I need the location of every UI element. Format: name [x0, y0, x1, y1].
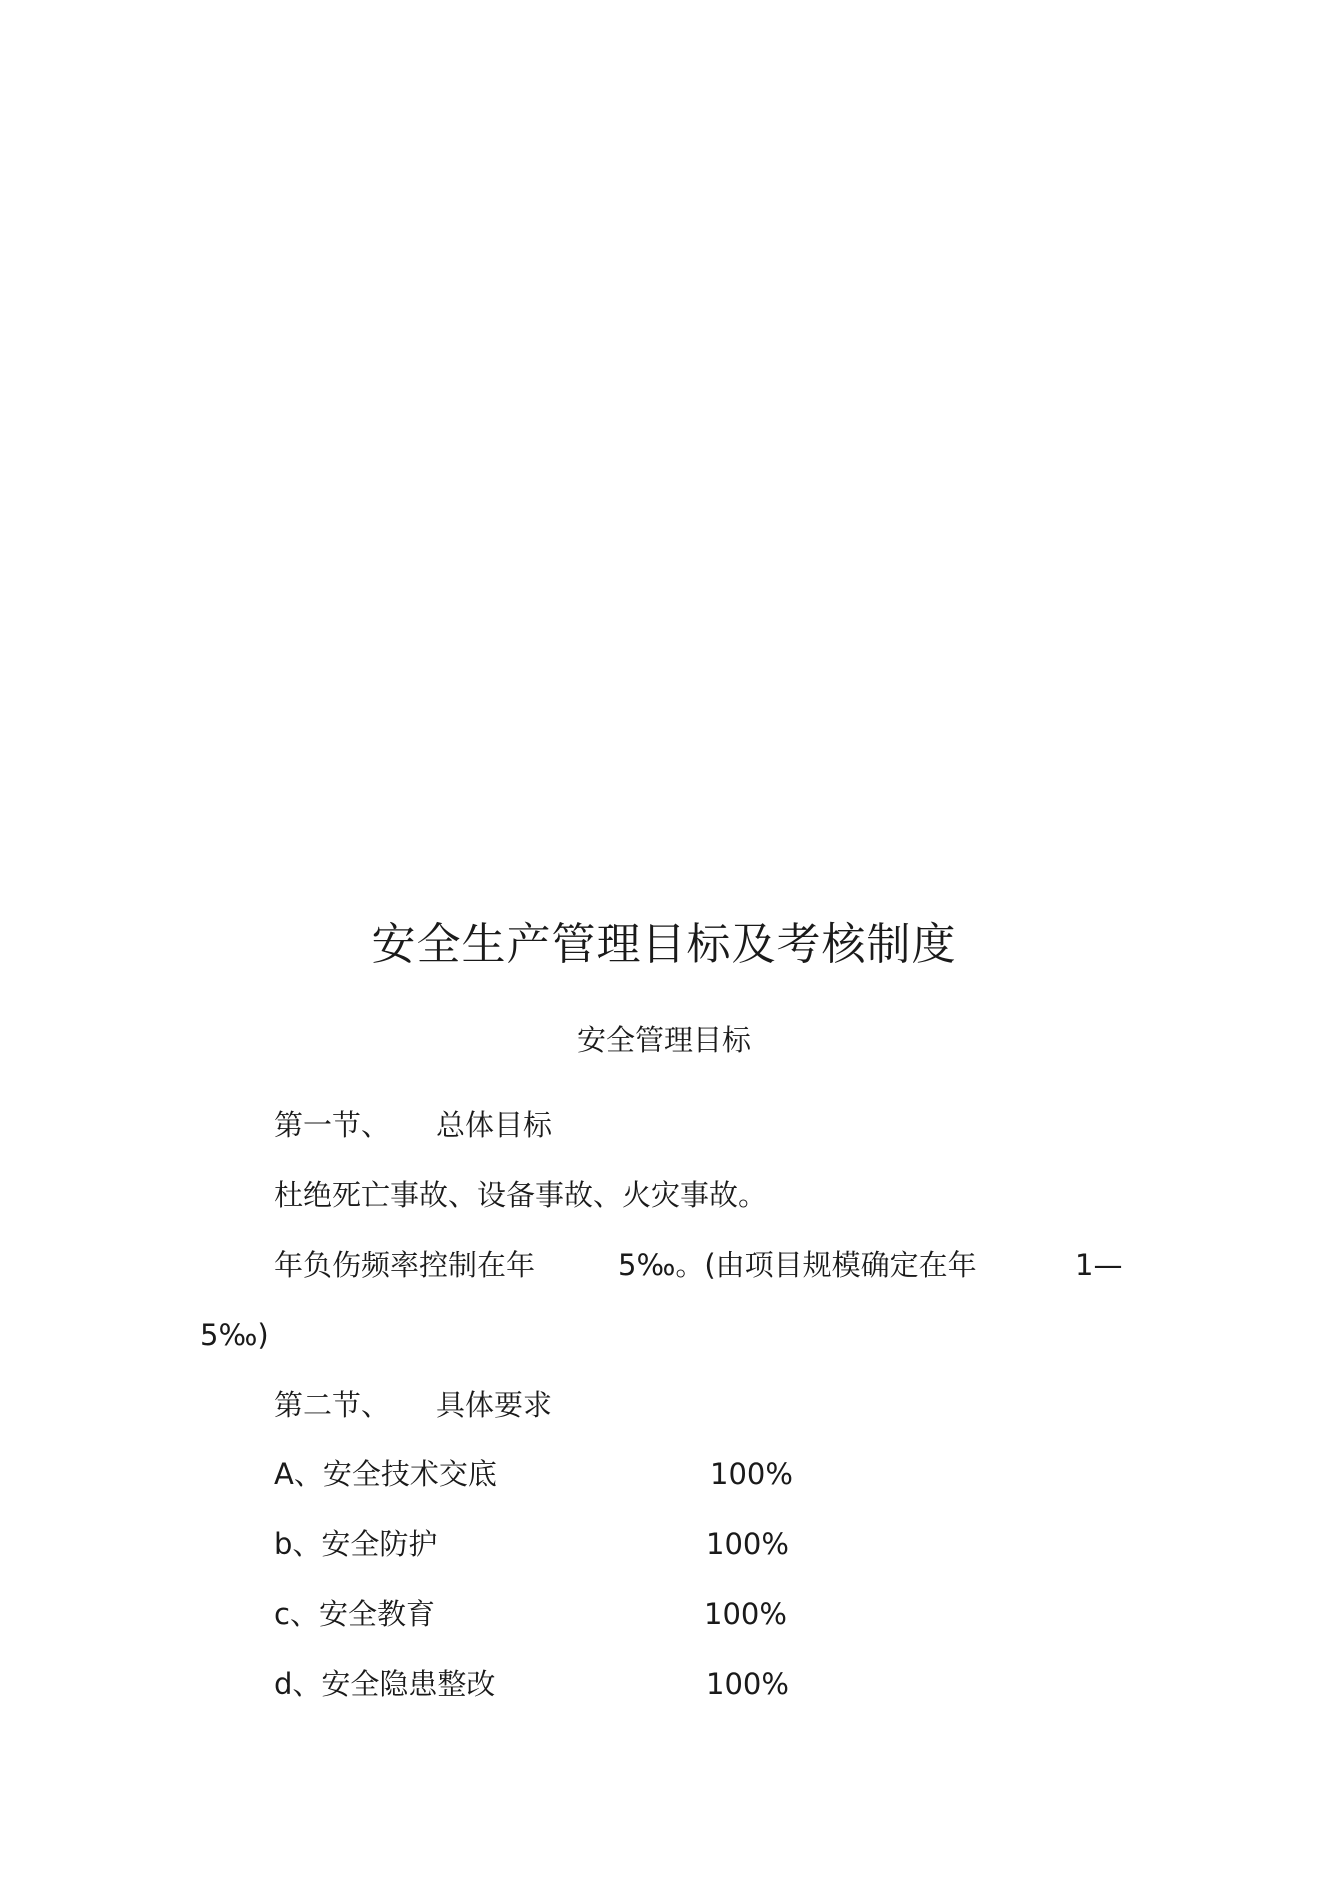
requirement-label: A、安全技术交底: [274, 1457, 497, 1491]
injury-rate-text-3: 1—: [1075, 1248, 1123, 1282]
injury-rate-continuation: 5‰): [200, 1318, 269, 1352]
requirement-label: d、安全隐患整改: [274, 1667, 496, 1701]
requirement-label: c、安全教育: [274, 1597, 435, 1631]
section-1-number: 第一节、: [274, 1108, 391, 1142]
document-subtitle: 安全管理目标: [576, 1023, 751, 1057]
section-1-heading: [274, 1105, 552, 1145]
section-2-number: 第二节、: [274, 1388, 391, 1422]
section-2-heading: [274, 1385, 552, 1425]
injury-rate-text-1: 年负伤频率控制在年: [274, 1248, 536, 1282]
requirement-value: 100%: [706, 1527, 789, 1561]
paragraph-injury-rate: [274, 1245, 535, 1285]
document-title: 安全生产管理目标及考核制度: [371, 919, 957, 970]
section-1-title: 总体目标: [436, 1108, 553, 1142]
injury-rate-text-2: 5‰。(由项目规模确定在年: [618, 1248, 977, 1282]
requirement-value: 100%: [710, 1457, 793, 1491]
requirement-value: 100%: [704, 1597, 787, 1631]
requirement-label: b、安全防护: [274, 1527, 438, 1561]
requirement-value: 100%: [706, 1667, 789, 1701]
paragraph-zero-accidents: 杜绝死亡事故、设备事故、火灾事故。: [274, 1178, 768, 1212]
section-2-title: 具体要求: [436, 1388, 553, 1422]
